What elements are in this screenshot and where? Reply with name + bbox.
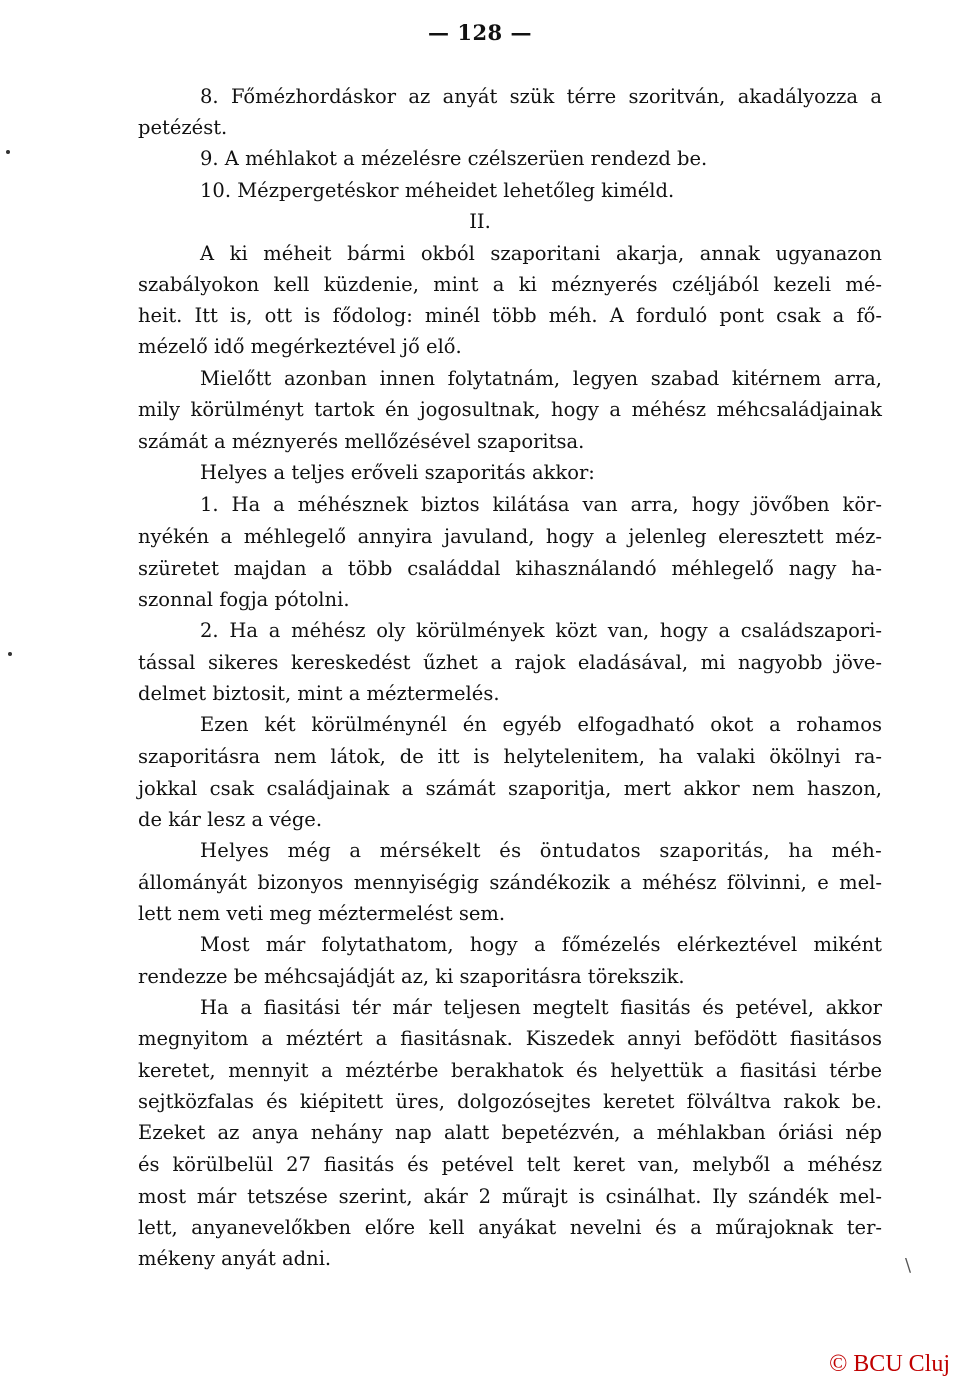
stray-dot-mark <box>8 652 12 656</box>
text-line: 10. Mézpergetéskor méheidet lehetőleg kiméld. <box>200 179 675 202</box>
page-number: — 128 — <box>428 20 532 45</box>
text-line: Mielőtt azonban innen folytatnám, legyen szabad kitérnem arra, <box>200 367 882 390</box>
text-line: keretet, mennyit a méztérbe berakhatok és helyettük a fiasitási térbe <box>138 1059 882 1082</box>
text-line: Ha a fiasitási tér már teljesen megtelt fiasitás és petével, akkor <box>200 996 882 1019</box>
text-line: számát a méznyerés mellőzésével szaporitsa. <box>138 430 585 453</box>
text-line: de kár lesz a vége. <box>138 808 323 831</box>
text-line: Helyes még a mérsékelt és öntudatos szaporitás, ha méh- <box>200 839 882 862</box>
section-heading: II. <box>469 210 491 233</box>
text-line: 8. Főmézhordáskor az anyát szük térre szoritván, akadályozza a <box>200 85 882 108</box>
library-watermark: © BCU Cluj <box>829 1351 950 1377</box>
text-line: szaporitásra nem látok, de itt is helytelenitem, ha valaki ökölnyi ra- <box>138 745 882 768</box>
text-line: lett, anyanevelőkben előre kell anyákat nevelni és a műrajoknak ter- <box>138 1216 882 1239</box>
text-line: mékeny anyát adni. <box>138 1247 332 1270</box>
text-line: szüretet majdan a több családdal kihasználandó méhlegelő nagy ha- <box>138 557 882 580</box>
text-line: delmet biztosit, mint a méztermelés. <box>138 682 500 705</box>
text-line: most már tetszése szerint, akár 2 műrajt is csinálhat. Ily szándék mel- <box>138 1185 882 1208</box>
text-line: petézést. <box>138 116 228 139</box>
text-line: állományát bizonyos mennyiségig szándékozik a méhész fölvinni, e mel- <box>138 871 882 894</box>
text-line: Most már folytathatom, hogy a főmézelés elérkeztével miként <box>200 933 882 956</box>
text-line: Helyes a teljes erőveli szaporitás akkor: <box>200 461 595 484</box>
text-line: A ki méheit bármi okból szaporitani akarja, annak ugyanazon <box>200 242 882 265</box>
text-line: jokkal csak családjainak a számát szaporitja, mert akkor nem haszon, <box>138 777 882 800</box>
stray-dot-mark <box>6 150 10 154</box>
text-line: nyékén a méhlegelő annyira javuland, hogy a jelenleg eleresztett méz- <box>138 525 882 548</box>
text-line: mily körülményt tartok én jogosultnak, hogy a méhész méhcsaládjainak <box>138 398 882 421</box>
text-line: sejtközfalas és kiépitett üres, dolgozósejtes keretet fölváltva rakok be. <box>138 1090 882 1113</box>
text-line: tással sikeres kereskedést űzhet a rajok eladásával, mi nagyobb jöve- <box>138 651 882 674</box>
text-line: lett nem veti meg méztermelést sem. <box>138 902 506 925</box>
text-line: 1. Ha a méhésznek biztos kilátása van arra, hogy jövőben kör- <box>200 493 882 516</box>
text-line: szabályokon kell küzdenie, mint a ki méznyerés czéljából kezeli mé- <box>138 273 882 296</box>
text-line: mézelő idő megérkeztével jő elő. <box>138 335 462 358</box>
text-line: és körülbelül 27 fiasitás és petével telt keret van, melyből a méhész <box>138 1153 882 1176</box>
text-line: Ezeket az anya nehány nap alatt bepetézvén, a méhlakban óriási nép <box>138 1121 882 1144</box>
text-line: 2. Ha a méhész oly körülmények közt van, hogy a családszapori- <box>200 619 882 642</box>
text-line: megnyitom a méztért a fiasitásnak. Kiszedek annyi befödött fiasitásos <box>138 1027 882 1050</box>
text-line: szonnal fogja pótolni. <box>138 588 350 611</box>
pen-stroke-mark: \ <box>905 1255 912 1276</box>
text-line: heit. Itt is, ott is fődolog: minél több méh. A forduló pont csak a fő- <box>138 304 882 327</box>
text-line: Ezen két körülménynél én egyéb elfogadható okot a rohamos <box>200 713 882 736</box>
text-line: 9. A méhlakot a mézelésre czélszerüen rendezd be. <box>200 147 708 170</box>
text-line: rendezze be méhcsajádját az, ki szaporitásra törekszik. <box>138 965 685 988</box>
